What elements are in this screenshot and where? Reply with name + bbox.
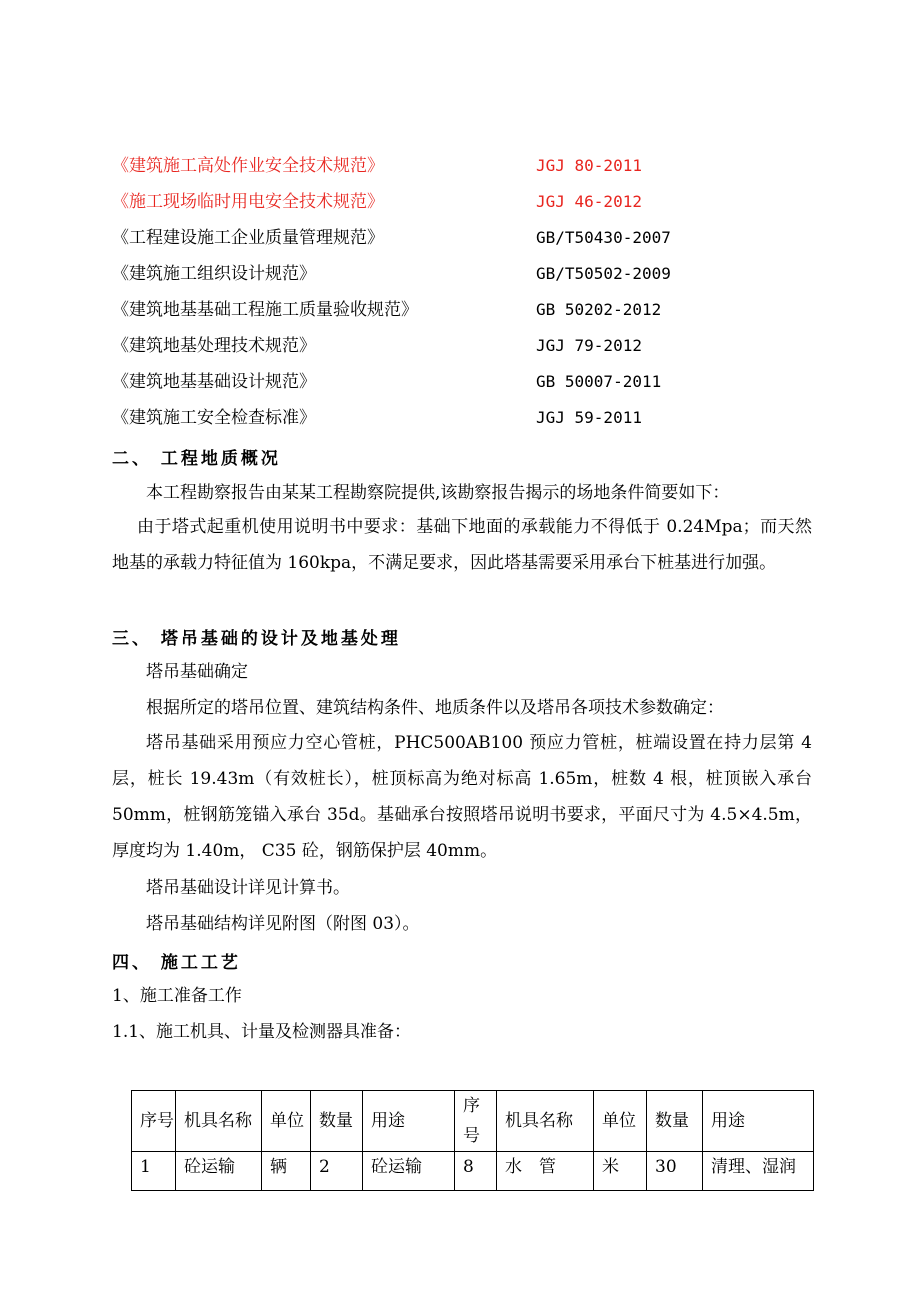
geology-body: 由于塔式起重机使用说明书中要求：基础下地面的承载能力不得低于 0.24Mpa；而天然地基的承载力特征值为 160kpa，不满足要求，因此塔基需要采用承台下桩基进行加强。 — [112, 517, 812, 573]
table-cell: 砼运输 — [176, 1152, 262, 1191]
standard-code: JGJ 59-2011 — [536, 408, 642, 427]
header-cell: 用途 — [703, 1091, 814, 1152]
table-cell: 30 — [647, 1152, 703, 1191]
standard-item — [112, 371, 662, 393]
standard-item — [112, 191, 642, 213]
header-cell: 单位 — [594, 1091, 647, 1152]
standard-item — [112, 299, 662, 321]
prep-work-item: 1、施工准备工作 — [112, 986, 242, 1006]
standard-item — [112, 263, 671, 285]
standard-code: GB 50202-2012 — [536, 300, 662, 319]
table-cell: 清理、湿润 — [703, 1152, 814, 1191]
standard-code: JGJ 46-2012 — [536, 192, 642, 211]
equipment-prep-item: 1.1、施工机具、计量及检测器具准备： — [112, 1022, 412, 1042]
section-3-heading: 三、 塔吊基础的设计及地基处理 — [112, 629, 401, 649]
table-cell: 砼运输 — [363, 1152, 455, 1191]
standard-code: GB/T50502-2009 — [536, 264, 671, 283]
standard-name: 《施工现场临时用电安全技术规范》 — [112, 192, 384, 212]
standard-name: 《建筑地基处理技术规范》 — [112, 336, 316, 356]
standard-item — [112, 227, 671, 249]
table-cell: 8 — [455, 1152, 497, 1191]
table-cell: 辆 — [262, 1152, 311, 1191]
table-header-row — [132, 1091, 814, 1152]
section-2-heading: 二、 工程地质概况 — [112, 449, 281, 469]
standard-item — [112, 407, 642, 429]
header-cell: 数量 — [311, 1091, 363, 1152]
foundation-basis: 根据所定的塔吊位置、建筑结构条件、地质条件以及塔吊各项技术参数确定： — [146, 698, 724, 718]
table-cell: 米 — [594, 1152, 647, 1191]
standard-name: 《工程建设施工企业质量管理规范》 — [112, 228, 384, 248]
standard-name: 《建筑地基基础工程施工质量验收规范》 — [112, 300, 418, 320]
header-cell: 序号 — [455, 1091, 497, 1152]
header-cell: 序号 — [132, 1091, 176, 1152]
table-cell: 水 管 — [497, 1152, 594, 1191]
standard-name: 《建筑施工组织设计规范》 — [112, 264, 316, 284]
standard-code: GB/T50430-2007 — [536, 228, 671, 247]
header-cell: 单位 — [262, 1091, 311, 1152]
header-cell: 数量 — [647, 1091, 703, 1152]
table-cell: 2 — [311, 1152, 363, 1191]
standard-code: GB 50007-2011 — [536, 372, 662, 391]
foundation-drawing-note: 塔吊基础结构详见附图（附图 03）。 — [146, 914, 420, 934]
standard-name: 《建筑施工高处作业安全技术规范》 — [112, 156, 384, 176]
section-4-heading: 四、 施工工艺 — [112, 953, 241, 973]
foundation-subheading: 塔吊基础确定 — [146, 662, 248, 682]
foundation-calc-note: 塔吊基础设计详见计算书。 — [146, 878, 350, 898]
standard-name: 《建筑施工安全检查标准》 — [112, 408, 316, 428]
standard-item — [112, 155, 642, 177]
header-cell: 机具名称 — [176, 1091, 262, 1152]
table-row — [132, 1152, 814, 1191]
standard-item — [112, 335, 642, 357]
foundation-body: 塔吊基础采用预应力空心管桩，PHC500AB100 预应力管桩，桩端设置在持力层第 4层，桩长 19.43m（有效桩长），桩顶标高为绝对标高 1.65m，桩数 4 根，桩顶嵌入承台 50mm，桩钢筋笼锚入承台 35d。基础承台按照塔吊说明书要求，平面尺寸为 4.5×4.5m，厚度均为 1.40m， C35 砼，钢筋保护层 40mm。 — [112, 733, 812, 861]
table-cell: 1 — [132, 1152, 176, 1191]
standard-code: JGJ 80-2011 — [536, 156, 642, 175]
standard-name: 《建筑地基基础设计规范》 — [112, 372, 316, 392]
equipment-table — [131, 1090, 814, 1191]
geology-intro: 本工程勘察报告由某某工程勘察院提供,该勘察报告揭示的场地条件简要如下： — [146, 483, 730, 503]
header-cell: 机具名称 — [497, 1091, 594, 1152]
standard-code: JGJ 79-2012 — [536, 336, 642, 355]
header-cell: 用途 — [363, 1091, 455, 1152]
